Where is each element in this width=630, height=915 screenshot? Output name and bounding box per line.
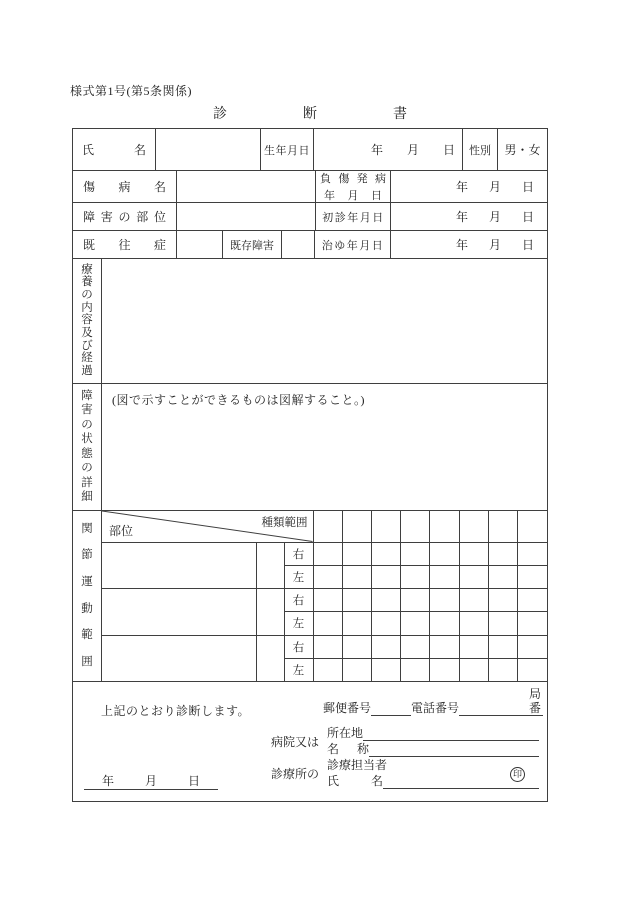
org-name-line [327,741,539,757]
sex-label: 性別 [463,129,498,170]
char: 年 [324,190,335,202]
char: 症 [153,238,166,252]
day-unit: 日 [521,180,534,194]
char: 位 [153,210,166,224]
char: 節 [81,549,93,562]
signature-section [73,682,547,801]
year-unit: 年 [455,210,468,224]
birth-date-label: 生年月日 [261,129,314,170]
name-label [73,129,156,170]
joint-grid-cell[interactable] [401,589,430,612]
char: 部 [136,210,149,224]
joint-grid-cell[interactable] [342,542,371,565]
day-unit: 日 [521,210,534,224]
joint-table-corner-cell [102,511,313,542]
joint-grid-cell[interactable] [313,565,342,588]
left-side-label: 左 [284,612,313,635]
doctor-name-label [327,774,383,789]
disability-detail-area[interactable] [102,384,547,510]
joint-range-table-area [102,511,547,681]
healed-date-input-cell[interactable] [391,231,547,258]
existing-disability-label: 既存障害 [223,231,282,258]
declaration-text: 上記のとおり診断します。 [101,704,251,718]
char: 氏 [82,143,95,157]
joint-part-input-cell[interactable] [102,589,256,636]
joint-grid-cell[interactable] [342,635,371,658]
joint-grid-cell[interactable] [518,589,547,612]
char: 内 [81,301,93,314]
disability-part-row [73,203,547,231]
joint-grid-cell[interactable] [488,589,517,612]
joint-range-section [73,511,547,682]
joint-grid-cell[interactable] [430,635,459,658]
joint-grid-cell[interactable] [518,658,547,681]
joint-narrow-cell[interactable] [256,635,284,681]
char: 名 [133,143,146,157]
joint-grid-cell[interactable] [518,612,547,635]
char: 名 [153,180,166,194]
joint-grid-cell[interactable] [342,612,371,635]
joint-grid-cell[interactable] [430,589,459,612]
char: 範 [81,629,93,642]
char: 囲 [81,655,93,668]
joint-grid-cell[interactable] [313,589,342,612]
char: 病 [374,173,386,185]
phone-number-label: 電話番号 [411,701,460,715]
char: 養 [81,276,93,289]
joint-part-input-cell[interactable] [102,542,256,589]
seal-placeholder[interactable]: 印 [510,767,525,782]
joint-grid-cell[interactable] [488,511,517,542]
char: 障 [83,210,96,224]
month-unit: 月 [406,143,419,157]
char: の [81,462,93,474]
doctor-label: 診療担当者 [327,758,388,772]
joint-range-label [73,511,102,681]
phone-number-field[interactable] [459,701,527,716]
year-unit: 年 [455,180,468,194]
joint-grid-cell[interactable] [459,565,488,588]
char: 関 [81,522,93,535]
joint-grid-cell[interactable] [488,612,517,635]
char: 経 [81,352,93,365]
joint-grid-cell[interactable] [401,542,430,565]
joint-grid-cell[interactable] [313,612,342,635]
joint-grid-cell[interactable] [342,658,371,681]
char: 書 [393,107,407,122]
day-unit: 日 [442,143,455,157]
doctor-name-line [327,769,539,789]
figure-note: (図で示すことができるものは図解すること。) [112,393,365,407]
sex-value-cell[interactable]: 男・女 [504,143,541,157]
postal-code-label: 郵便番号 [323,701,372,715]
org-labels [271,725,327,789]
treatment-section [73,259,547,384]
right-side-label: 右 [284,589,313,612]
joint-grid-cell[interactable] [459,612,488,635]
char: 傷 [83,180,96,194]
joint-grid-cell[interactable] [313,542,342,565]
org-label-line1: 病院又は [271,734,320,749]
part-label: 部位 [109,523,134,538]
joint-narrow-cell[interactable] [256,589,284,636]
year-unit: 年 [455,238,468,252]
joint-grid-cell[interactable] [372,658,401,681]
joint-grid-cell[interactable] [342,565,371,588]
joint-grid-cell[interactable] [459,589,488,612]
exchange-number-units [527,687,543,716]
joint-grid-cell[interactable] [342,511,371,542]
joint-grid-cell[interactable] [372,565,401,588]
disability-detail-label [73,384,102,510]
joint-grid-cell[interactable] [518,542,547,565]
doctor-title-line [327,757,539,773]
joint-grid-cell[interactable] [372,635,401,658]
joint-grid-cell[interactable] [518,565,547,588]
char: 往 [118,238,131,252]
joint-grid-cell[interactable] [372,542,401,565]
joint-part-input-cell[interactable] [102,635,256,681]
onset-label-line2 [316,187,390,203]
joint-grid-cell[interactable] [372,589,401,612]
month-unit: 月 [144,774,157,788]
joint-grid-cell[interactable] [313,635,342,658]
joint-grid-cell[interactable] [430,565,459,588]
joint-range-table [102,511,547,681]
month-unit: 月 [488,180,501,194]
char: 及 [81,326,93,339]
joint-grid-cell[interactable] [372,612,401,635]
char: 動 [81,602,93,615]
char: 態 [81,447,93,460]
char: の [81,418,93,431]
char: 詳 [81,476,93,489]
char: 称 [356,742,369,756]
char: 害 [100,210,113,224]
joint-grid-cell[interactable] [430,511,459,542]
joint-grid-cell[interactable] [372,511,401,542]
char: 日 [371,190,382,202]
joint-grid-cell[interactable] [430,658,459,681]
char: 月 [347,190,359,202]
org-name-label [327,742,369,757]
char: 断 [303,107,317,122]
char: 名 [370,774,383,788]
joint-grid-cell[interactable] [518,635,547,658]
year-unit: 年 [370,143,383,157]
joint-grid-cell[interactable] [459,658,488,681]
char: 運 [81,575,93,588]
history-row [73,231,547,259]
char: 害 [81,404,93,416]
birth-date-input-cell[interactable] [314,129,463,170]
address-line [327,725,539,741]
disability-detail-section [73,384,547,511]
joint-grid-cell[interactable] [401,565,430,588]
char: 診 [213,107,227,122]
history-label [73,231,177,258]
char: 負 [320,173,331,185]
joint-grid-cell[interactable] [488,658,517,681]
joint-grid-cell[interactable] [518,511,547,542]
char: 既 [83,238,96,252]
date-field[interactable] [84,772,218,790]
address-field[interactable] [363,726,539,741]
joint-grid-cell[interactable] [430,612,459,635]
joint-grid-cell[interactable] [488,565,517,588]
kyoku-unit: 局 [528,687,541,701]
right-side-label: 右 [284,542,313,565]
joint-grid-cell[interactable] [401,612,430,635]
disability-part-input-cell[interactable] [177,203,316,230]
char: の [81,288,93,301]
first-exam-date-label: 初診年月日 [316,203,391,230]
char: 容 [81,314,93,327]
month-unit: 月 [488,238,501,252]
joint-grid-cell[interactable] [313,511,342,542]
joint-grid-cell[interactable] [488,635,517,658]
first-exam-date-input-cell[interactable] [391,203,547,230]
onset-date-label [316,171,391,202]
disability-part-label [73,203,177,230]
char: 傷 [338,173,350,185]
injury-name-input-cell[interactable] [177,171,316,202]
address-label: 所在地 [327,726,364,740]
joint-grid-cell[interactable] [459,635,488,658]
certificate-form [72,128,548,802]
day-unit: 日 [521,238,534,252]
onset-label-line1 [316,170,390,186]
treatment-label [73,259,102,383]
joint-narrow-cell[interactable] [256,542,284,589]
ban-unit: 番 [528,701,541,715]
name-row [73,129,547,171]
char: 氏 [327,774,340,788]
char: 細 [81,491,93,503]
char: 過 [81,364,93,377]
treatment-content-area[interactable] [102,259,547,383]
joint-grid-cell[interactable] [430,542,459,565]
existing-disability-input-cell[interactable] [282,231,315,258]
form-number: 様式第1号(第5条関係) [70,84,192,98]
left-side-label: 左 [284,658,313,681]
history-input-cell[interactable] [177,231,223,258]
char: 名 [327,742,340,756]
joint-grid-cell[interactable] [459,542,488,565]
char: 発 [356,173,368,185]
joint-grid-cell[interactable] [401,635,430,658]
char: 療 [81,263,93,276]
char: 障 [81,389,93,402]
doctor-name-field[interactable] [383,769,539,789]
char: 状 [81,433,93,445]
char: 病 [118,180,131,194]
org-label-line2: 診療所の [271,766,320,781]
injury-name-row [73,171,547,203]
left-side-label: 左 [284,565,313,588]
month-unit: 月 [488,210,501,224]
joint-grid-cell[interactable] [342,589,371,612]
char: の [118,210,131,224]
joint-grid-cell[interactable] [401,511,430,542]
joint-grid-cell[interactable] [459,511,488,542]
postal-code-field[interactable] [371,701,411,716]
joint-grid-cell[interactable] [401,658,430,681]
name-input-cell[interactable] [156,129,261,170]
year-unit: 年 [101,774,114,788]
day-unit: 日 [188,774,201,788]
injury-name-label [73,171,177,202]
type-range-label: 種類範囲 [261,517,308,529]
postal-phone-row [323,687,543,716]
joint-grid-cell[interactable] [313,658,342,681]
org-name-field[interactable] [369,742,539,757]
hospital-block [271,725,539,789]
org-fields [327,725,539,789]
healed-date-label: 治ゆ年月日 [315,231,391,258]
onset-date-input-cell[interactable] [391,171,547,202]
joint-grid-cell[interactable] [488,542,517,565]
right-side-label: 右 [284,635,313,658]
char: び [81,339,93,352]
document-title [72,103,548,123]
